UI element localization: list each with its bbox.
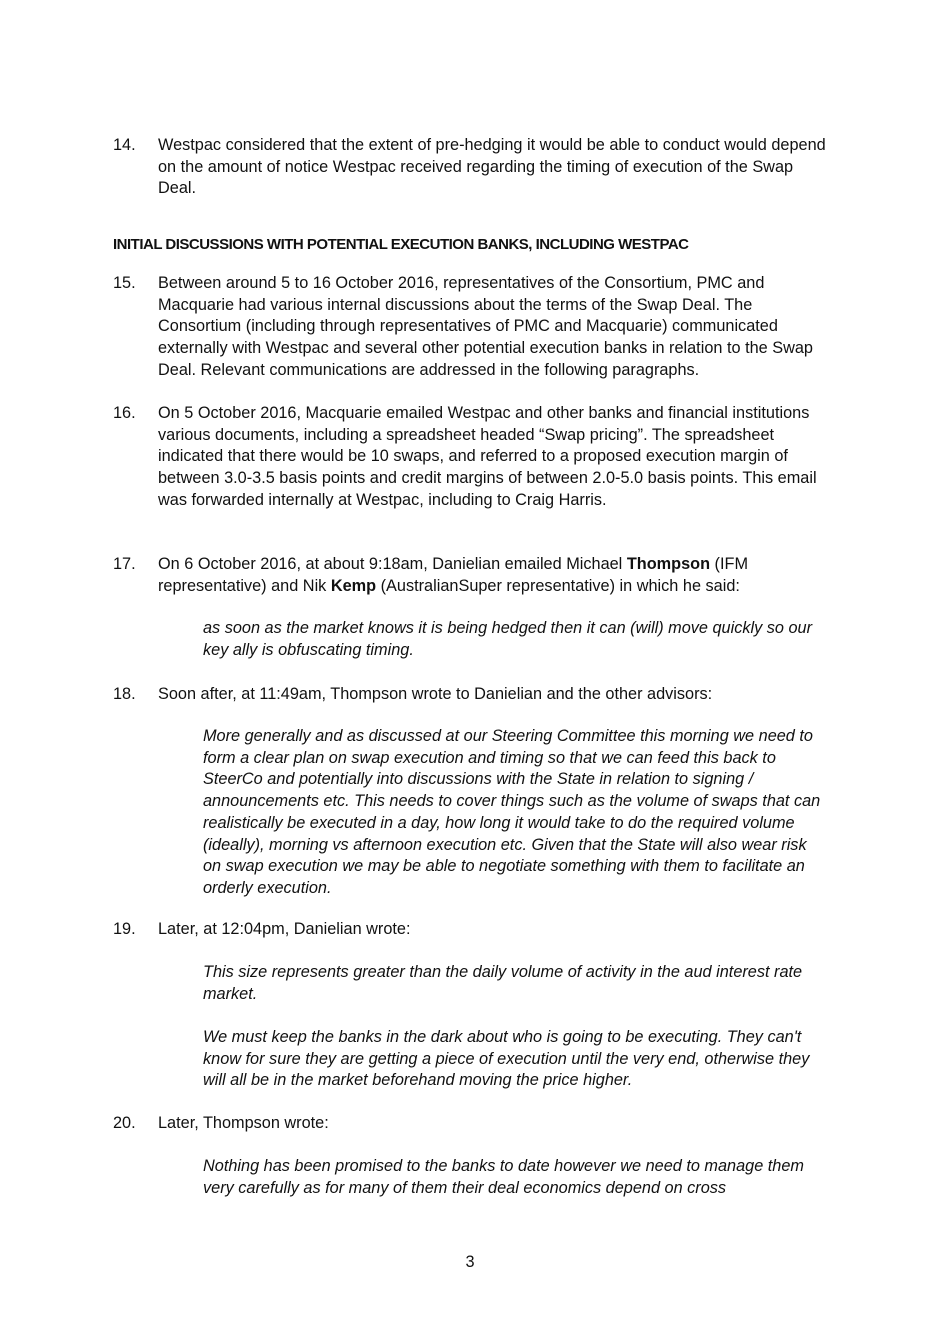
paragraph-number: 20. (113, 1114, 136, 1132)
quote-19a: This size represents greater than the daily volume of activity in the aud interest rate market. (203, 963, 803, 1003)
paragraph-17 (113, 554, 828, 597)
paragraph-text: Between around 5 to 16 October 2016, representatives of the Consortium, PMC and Macquarie had various internal discussions about the terms of the Swap Deal. The Consortium (including through representatives of PMC and Macquarie) communicated externally with Westpac and several other potential execution banks in relation to the Swap Deal. Relevant communications are addressed in the following paragraphs. (158, 274, 813, 379)
name-kemp: Kemp (330, 576, 377, 595)
paragraph-text: Later, Thompson wrote: (158, 1114, 329, 1132)
paragraph-number: 15. (113, 274, 136, 292)
paragraph-15 (113, 273, 828, 382)
paragraph-number: 17. (113, 555, 136, 573)
page-number: 3 (465, 1253, 475, 1271)
paragraph-text: Later, at 12:04pm, Danielian wrote: (158, 920, 411, 938)
paragraph-number: 19. (113, 920, 136, 938)
quote-20: Nothing has been promised to the banks to date however we need to manage them very carefully as for many of them their deal economics depend on cross (203, 1157, 804, 1197)
paragraph-text: Soon after, at 11:49am, Thompson wrote to Danielian and the other advisors: (158, 685, 713, 703)
section-heading: INITIAL DISCUSSIONS WITH POTENTIAL EXECUTION BANKS, INCLUDING WESTPAC (113, 236, 689, 253)
paragraph-20 (113, 1113, 828, 1135)
paragraph-text: On 6 October 2016, at about 9:18am, Danielian emailed Michael Thompson (IFM representative) and Nik Kemp (AustralianSuper representative) in which he said: (158, 555, 749, 595)
paragraph-number: 18. (113, 685, 136, 703)
paragraph-16 (113, 403, 828, 512)
paragraph-text: On 5 October 2016, Macquarie emailed Westpac and other banks and financial institutions various documents, including a spreadsheet headed “Swap pricing”. The spreadsheet indicated that there would be 10 swaps, and referred to a proposed execution margin of between 3.0-3.5 basis points and credit margins of between 2.0-5.0 basis points. This email was forwarded internally at Westpac, including to Craig Harris. (158, 404, 817, 509)
name-thompson: Thompson (626, 555, 711, 573)
paragraph-number: 14. (113, 136, 136, 154)
quote-18: More generally and as discussed at our Steering Committee this morning we need to form a clear plan on swap execution and timing so that we can feed this back to SteerCo and potentially into discussions with the State in relation to signing / announcements etc. This needs to cover things such as the volume of swaps that can realistically be executed in a day, how long it would take to do the required volume (ideally), morning vs afternoon execution etc. Given that the State will also wear risk on swap execution we may be able to negotiate something with them to facilitate an orderly execution. (203, 727, 821, 897)
paragraph-14 (113, 135, 828, 200)
quote-19b: We must keep the banks in the dark about who is going to be executing. They can't know for sure they are getting a piece of execution until the very end, otherwise they will all be in the market beforehand moving the price higher. (203, 1028, 810, 1090)
paragraph-text: Westpac considered that the extent of pre-hedging it would be able to conduct would depend on the amount of notice Westpac received regarding the timing of execution of the Swap Deal. (158, 136, 826, 198)
paragraph-19 (113, 919, 828, 941)
paragraph-number: 16. (113, 404, 136, 422)
paragraph-18 (113, 684, 828, 706)
quote-17: as soon as the market knows it is being hedged then it can (will) move quickly so our key ally is obfuscating timing. (203, 619, 813, 659)
